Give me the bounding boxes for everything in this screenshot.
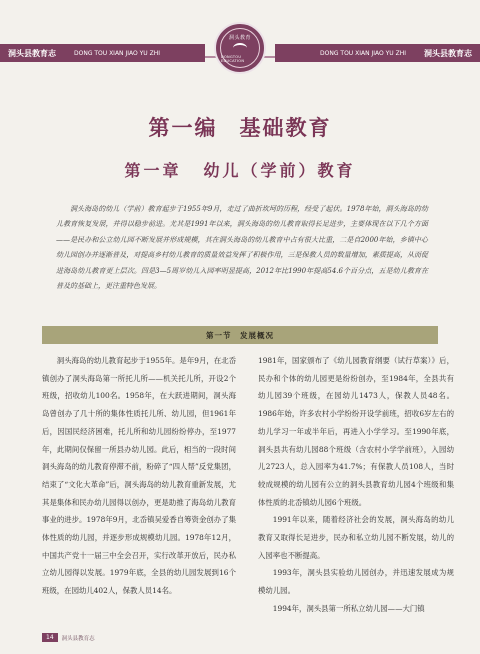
chapter-intro [56,202,428,294]
education-logo-icon [214,22,266,74]
right-column [258,352,454,618]
body-paragraph: 1981年，国家颁布了《幼儿园教育纲要（试行草案）》后，民办和个体的幼儿园更是纷纷创办，至1984年，全县共有幼儿园39个班级，在园幼儿1473人，保教人员48名。1986年始，许多农村小学纷纷开设学前班，招收6岁左右的幼儿学习一年或半年后，再进入小学学习。至1990年底，洞头县共有幼儿园88个班级（含农村小学学前班），入园幼儿2723人，总入园率为41.7%；有保教人员108人，当时较成规模的幼儿园有公立的洞头县教育幼儿园4个班级和集体性质的北岙镇幼儿园6个班级。 [258,356,454,507]
part-title [0,112,480,142]
chapter-title [0,158,480,181]
body-paragraph: 洞头海岛的幼儿教育起步于1955年。是年9月，在北岙镇创办了洞头海岛第一所托儿所——机关托儿所，开设2个班级，招收幼儿100名。1958年，在大跃进期间，洞头海岛曾创办了几十所的集体性质托儿所、幼儿园，但1961年后，因国民经济困难，托儿所和幼儿园纷纷停办，至1977年，此期间仅保留一所县办幼儿园。此后，相当的一段时间洞头海岛的幼儿教育停滞不前，粉碎了“四人帮”反党集团，结束了“文化大革命”后，洞头海岛的幼儿教育重新发展，尤其是集体和民办幼儿园得以创办，更是助推了海岛幼儿教育事业的进步。1978年9月，北岙镇吴爱香自筹资金创办了集体性质的幼儿园，并逐步形成规模幼儿园。1978年12月，中国共产党十一届三中全会召开，实行改革开放后，民办私立幼儿园得以发展。1979年底，全县的幼儿园发展到16个班级，在园幼儿402人，保教人员14名。 [42,356,236,596]
body-paragraph: 1991年以来，随着经济社会的发展，洞头海岛的幼儿教育又取得长足进步，民办和私立幼儿园不断发展，幼儿的入园率也不断提高。 [258,515,454,560]
part-name: 基础教育 [239,115,332,140]
section-name: 发展概况 [240,330,274,340]
page-number: 14 [42,633,58,642]
body-paragraph: 1993年，洞头县实验幼儿园创办，并迅速发展成为规模幼儿园。 [258,568,454,596]
part-number: 第一编 [148,115,218,140]
intro-paragraph: 洞头海岛的幼儿（学前）教育起步于1955年9月，走过了曲折坎坷的历程，经受了起伏。1978年始，洞头海岛的幼儿教育恢复发展，并得以稳步前进。尤其是1991年以来，洞头海岛的幼儿教育取得长足进步，主要体现在以下几个方面——是民办和公立幼儿园不断发展并形成规模，其在洞头海岛的幼儿教育中占有很大比重，二是自2000年始，乡镇中心幼儿园创办并逐渐普及，对提高乡村幼儿教育的质量效益发挥了积极作用，三是保教人员的数量增加，素质提高，从而促进海岛幼儿教育更上层次。四是3—5周岁幼儿入园率明显提高，2012年比1990年提高54.6个百分点，五是幼儿教育在普及的基础上，更注重特色发展。 [56,205,428,291]
logo-top-text: 洞头教育 [228,34,251,41]
left-column [42,352,236,600]
page-footer [42,633,95,642]
header-right-band [275,44,480,62]
section-number: 第一节 [206,330,232,340]
section-heading [206,330,274,341]
chapter-name: 幼儿（学前）教育 [203,161,356,180]
logo-arc-icon [233,43,247,53]
logo-english-text: DONGTOU EDUCATION [221,54,245,63]
chapter-number: 第一章 [124,161,182,180]
header-left-title: 洞头县教育志 [8,48,56,58]
body-paragraph: 1994年，洞头县第一所私立幼儿园——大门镇 [272,603,425,613]
header-left-pinyin: DONG TOU XIAN JIAO YU ZHI [74,49,160,57]
header-right-pinyin: DONG TOU XIAN JIAO YU ZHI [320,49,406,57]
logo-inner-ring [220,28,260,68]
footer-book-name: 洞头县教育志 [61,635,95,642]
header-left-band [0,44,205,62]
header-right-title: 洞头县教育志 [424,48,472,58]
section-heading-bar [42,326,438,344]
